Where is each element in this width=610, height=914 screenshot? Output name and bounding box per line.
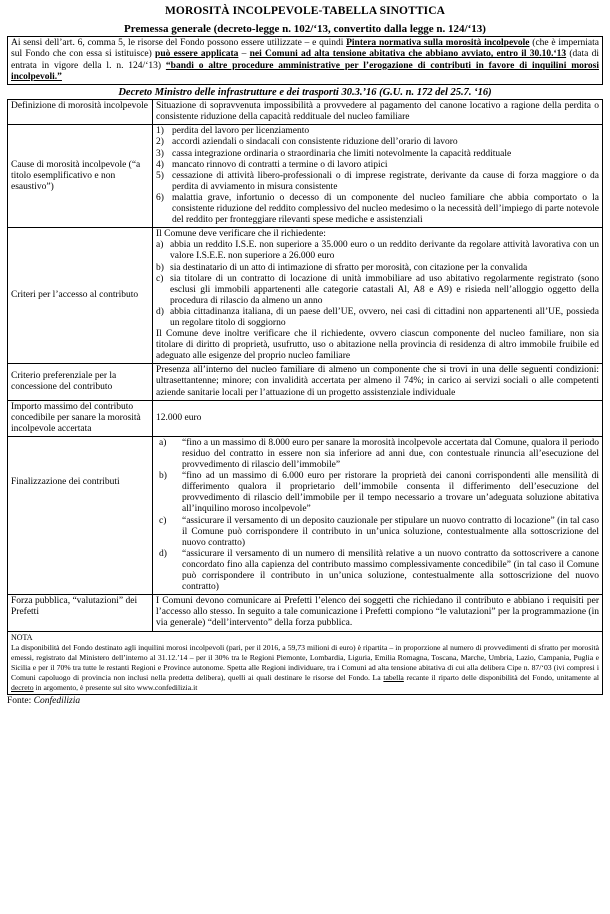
table-row <box>8 228 603 364</box>
source-line <box>7 696 603 706</box>
row-content-finalizzazione <box>153 436 603 594</box>
list-item: 3) cassa integrazione ordinaria o straordinaria che limiti notevolmente la capacità reddituale <box>156 148 512 159</box>
row-label-finalizzazione: Finalizzazione dei contributi <box>8 436 153 594</box>
list-item: 1) perdita del lavoro per licenziamento <box>156 126 310 137</box>
row-label-preferenziale: Criterio preferenziale per la concessione del contributo <box>8 364 153 400</box>
nota-text-1: La disponibilità del Fondo destinato agli inquilini morosi incolpevoli (pari, per il 2016, a 59,73 milioni di euro) è ripartita – in proporzione al numero di provvedimenti di sfratto per morosità emessi, registrato dal Ministero dell’interno al 31.12.’14 – per il 30% tra le Regioni Piemonte, Lombardia, Liguria, Emilia Romagna, Toscana, Marche, Umbria, Lazio, Campania, Puglia e Sicilia e per il 70% tra tutte le restanti Regioni e Province autonome. Spetta alle Regioni individuare, tra i Comuni ad alta tensione abitativa di cui alla delibera Cipe n. 87/‘03 (ivi compresi i Comuni capoluogo di provincia non inclusi nella predetta delibera), quelli ai quali destinare le risorse del Fondo. La <box>11 642 599 682</box>
premessa-text-6: nei Comuni ad alta tensione abitativa che abbiano avviato, entro il 30.10.‘13 <box>249 49 567 60</box>
list-item: a) “fino a un massimo di 8.000 euro per sanare la morosità incolpevole accertata dal Comune, qualora il periodo residuo del contratto in essere non sia inferiore ad anni due, con contestuale rinuncia all’esecuzione del provvedimento di rilascio dell’immobile” <box>159 437 599 471</box>
premessa-text-7: (data di entrata in vigore della l. n. 124/‘13) <box>11 49 599 71</box>
nota-heading: NOTA <box>11 632 33 642</box>
decreto-heading: Decreto Ministro delle infrastrutture e dei trasporti 30.3.’16 (G.U. n. 172 del 25.7. ‘16) <box>118 87 492 99</box>
row-content-criteri <box>153 228 603 364</box>
criteri-outro: Il Comune deve inoltre verificare che il richiedente, ovvero ciascun componente del nucleo familiare, non sia titolare di diritto di proprietà, usufrutto, uso o abitazione nella provincia di residenza di altro immobile fruibile ed adeguato alle esigenze del proprio nucleo familiare <box>156 329 599 362</box>
premessa-text-8: “bandi o altre procedure amministrative per l’erogazione di contributi in favore di inquilini morosi incolpevoli.” <box>11 60 599 82</box>
table-row <box>8 400 603 436</box>
list-item: d) abbia cittadinanza italiana, di un paese dell’UE, ovvero, nei casi di cittadini non appartenenti all’UE, possieda un regolare titolo di soggiorno <box>156 306 599 328</box>
table-row <box>8 125 603 228</box>
premessa-box <box>7 36 603 85</box>
synoptic-table <box>7 99 603 631</box>
table-row <box>8 364 603 400</box>
list-item: b) sia destinatario di un atto di intimazione di sfratto per morosità, con citazione per la convalida <box>156 262 528 273</box>
row-content-importo: 12.000 euro <box>153 400 603 436</box>
table-row <box>8 100 603 125</box>
nota-text-3: recante il riparto delle disponibilità del Fondo, unitamente al <box>403 672 599 682</box>
nota-box <box>7 632 603 696</box>
row-content-definizione: Situazione di sopravvenuta impossibilità a provvedere al pagamento del canone locativo a ragione della perdita o consistente riduzione della capacità reddituale del nucleo familiare <box>153 100 603 125</box>
criteri-intro: Il Comune deve verificare che il richiedente: <box>156 229 326 240</box>
premessa-heading: Premessa generale (decreto-legge n. 102/‘13, convertito dalla legge n. 124/‘13) <box>124 23 486 35</box>
premessa-text-5: – <box>238 49 250 60</box>
row-label-cause: Cause di morosità incolpevole (“a titolo esemplificativo e non esaustivo”) <box>8 125 153 228</box>
list-item: d) “assicurare il versamento di un numero di mensilità relative a un nuovo contratto da sottoscrivere a canone concordato fino alla capienza del contributo massimo complessivamente concedibile” (in tal caso il Comune può corrispondere il contributo in un’unica soluzione, contestualmente alla sottoscrizione del nuovo contratto) <box>159 548 599 593</box>
nota-link-tabella: tabella <box>383 672 404 682</box>
row-content-cause <box>153 125 603 228</box>
row-label-forza: Forza pubblica, “valutazioni” dei Prefetti <box>8 595 153 631</box>
row-content-forza: I Comuni devono comunicare ai Prefetti l’elenco dei soggetti che richiedano il contributo e abbiano i requisiti per l’accesso allo stesso. In seguito a tale comunicazione i Prefetti compiono “le valutazioni” per la programmazione (in via generale) “dell’intervento” della forza pubblica. <box>153 595 603 631</box>
document-title: MOROSITÀ INCOLPEVOLE-TABELLA SINOTTICA <box>164 5 446 17</box>
list-item: 2) accordi aziendali o sindacali con consistente riduzione dell’orario di lavoro <box>156 137 458 148</box>
premessa-text-4: può essere applicata <box>155 49 239 60</box>
source-label: Fonte: <box>7 696 34 707</box>
cause-list <box>156 126 599 226</box>
list-item: b) “fino ad un massimo di 6.000 euro per ristorare la proprietà dei canoni corrispondenti alle mensilità di differimento qualora il proprietario dell’immobile consenta il differimento dell’esecuzione del provvedimento di rilascio dell’immobile per il tempo necessario a trovare un’adeguata soluzione abitativa all’inquilino moroso incolpevole” <box>159 471 599 515</box>
premessa-text-2: Pintera normativa sulla morosità incolpevole <box>346 38 530 48</box>
premessa-text-3: (che è imperniata sul Fondo che con essa si istituisce) <box>11 38 599 60</box>
document-page <box>7 0 603 706</box>
row-label-importo: Importo massimo del contributo concedibile per sanare la morosità incolpevole accertata <box>8 400 153 436</box>
nota-link-decreto: decreto <box>11 682 34 692</box>
source-name: Confedilizia <box>33 696 81 707</box>
table-row <box>8 436 603 594</box>
list-item: 6) malattia grave, infortunio o decesso di un componente del nucleo familiare che abbia comportato o la consistente riduzione del reddito complessivo del nucleo medesimo o la necessità dell’impiego di parte notevole del reddito per fronteggiare rilevanti spese mediche e assistenziali <box>156 192 599 226</box>
list-item: 5) cessazione di attività libero-professionali o di imprese registrate, derivante da cause di forza maggiore o da perdita di avviamento in misura consistente <box>156 170 599 192</box>
list-item: c) sia titolare di un contratto di locazione di unità immobiliare ad uso abitativo regolarmente registrato (sono esclusi gli immobili appartenenti alle categorie catastali Al, A8 e A9) e risieda nell’alloggio oggetto della procedura di rilascio da almeno un anno <box>156 273 599 306</box>
nota-text-5: in argomento, è presente sul sito www.confedilizia.it <box>33 682 198 692</box>
list-item: a) abbia un reddito I.S.E. non superiore a 35.000 euro o un reddito derivante da regolare attività lavorativa con un valore I.S.E.E. non superiore a 26.000 euro <box>156 240 599 262</box>
row-label-criteri: Criteri per l’accesso al contributo <box>8 228 153 364</box>
premessa-text-1: Ai sensi dell’art. 6, comma 5, le risorse del Fondo possono essere utilizzate – e quindi <box>11 38 347 48</box>
nota-text <box>11 643 599 693</box>
list-item: 4) mancato rinnovo di contratti a termine o di lavoro atipici <box>156 159 388 170</box>
row-label-definizione: Definizione di morosità incolpevole <box>8 100 153 125</box>
list-item: c) “assicurare il versamento di un deposito cauzionale per stipulare un nuovo contratto di locazione” (in tal caso il Comune può corrispondere il contributo in un’unica soluzione, contestualmente alla sottoscrizione del nuovo contratto) <box>159 515 599 548</box>
row-content-preferenziale: Presenza all’interno del nucleo familiare di almeno un componente che si trovi in una delle seguenti condizioni: ultrasettantenne; minore; con invalidità accertata per almeno il 74%; in carico ai servizi sociali o alle competenti aziende sanitarie locali per l’attuazione di un progetto assistenziale individuale <box>153 364 603 400</box>
table-row <box>8 595 603 631</box>
